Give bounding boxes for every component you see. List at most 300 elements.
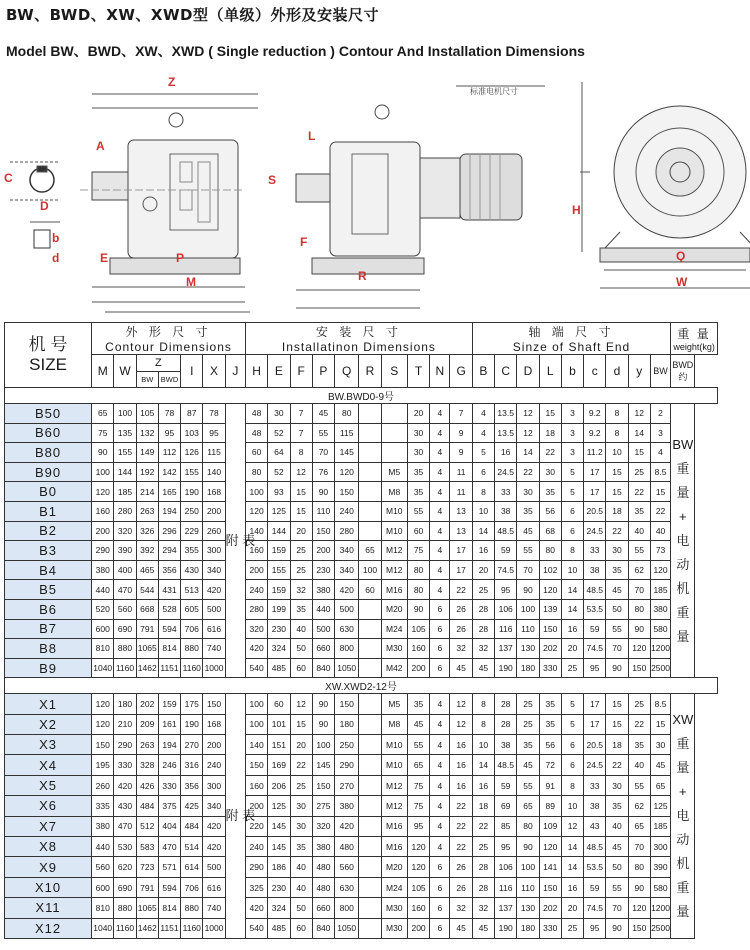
size-cell: B80 <box>5 443 92 463</box>
table-cell: 6 <box>430 658 450 678</box>
table-cell: 120 <box>407 857 429 877</box>
table-cell: 120 <box>628 898 650 918</box>
table-cell: 544 <box>136 580 158 600</box>
size-cell: X1 <box>5 694 92 714</box>
table-cell: 810 <box>92 639 114 659</box>
table-cell: 513 <box>181 580 203 600</box>
table-cell: 605 <box>181 599 203 619</box>
table-cell: 1160 <box>181 658 203 678</box>
table-cell: 35 <box>407 462 429 482</box>
table-cell: 24.5 <box>584 755 606 775</box>
table-cell: 14 <box>561 857 583 877</box>
table-cell: 65 <box>359 541 381 561</box>
table-cell: M20 <box>381 599 407 619</box>
table-cell: 190 <box>181 714 203 734</box>
table-cell <box>381 423 407 443</box>
table-cell: 56 <box>539 501 561 521</box>
shaft-header-en: Sinze of Shaft End <box>512 340 631 354</box>
col-h: H <box>246 355 268 388</box>
table-cell: 35 <box>606 560 628 580</box>
table-cell: 169 <box>268 755 290 775</box>
col-l: L <box>539 355 561 388</box>
table-cell: 45 <box>312 404 334 424</box>
size-cell: B6 <box>5 599 92 619</box>
table-cell: 120 <box>92 694 114 714</box>
table-cell: 74.5 <box>584 898 606 918</box>
table-cell: 240 <box>203 755 225 775</box>
table-row <box>5 837 718 857</box>
table-cell: 430 <box>114 796 136 816</box>
table-cell: 15 <box>650 482 670 502</box>
table-cell: 420 <box>114 775 136 795</box>
table-cell: 190 <box>181 482 203 502</box>
table-cell: 470 <box>158 837 180 857</box>
table-cell: 4 <box>650 443 670 463</box>
table-cell: 8 <box>472 714 494 734</box>
table-cell: 150 <box>312 521 334 541</box>
table-cell: 16 <box>450 735 472 755</box>
size-cell: X7 <box>5 816 92 836</box>
table-row <box>5 898 718 918</box>
col-j: J <box>225 355 245 388</box>
table-cell: 35 <box>628 501 650 521</box>
table-cell: 4 <box>430 462 450 482</box>
table-cell: 45 <box>606 837 628 857</box>
table-cell: 263 <box>136 501 158 521</box>
table-cell: 616 <box>203 619 225 639</box>
table-cell: 45 <box>650 755 670 775</box>
table-cell: M10 <box>381 521 407 541</box>
table-cell: 80 <box>407 560 429 580</box>
table-cell: 4 <box>430 560 450 580</box>
table-cell: 791 <box>136 877 158 897</box>
table-cell: 90 <box>92 443 114 463</box>
table-cell: 560 <box>92 857 114 877</box>
size-cell: X5 <box>5 775 92 795</box>
table-cell: 150 <box>312 775 334 795</box>
table-cell: 12 <box>450 714 472 734</box>
table-cell: 25 <box>561 918 583 938</box>
table-cell: 440 <box>92 837 114 857</box>
weight-note-char: 机 <box>676 580 690 596</box>
table-cell: 16 <box>561 619 583 639</box>
table-cell: 1160 <box>114 918 136 938</box>
size-header <box>5 323 92 388</box>
table-cell: 160 <box>407 898 429 918</box>
install-header <box>246 323 473 355</box>
table-cell: M16 <box>381 837 407 857</box>
table-cell: 145 <box>312 755 334 775</box>
table-cell: 814 <box>158 898 180 918</box>
table-cell: 45 <box>450 918 472 938</box>
table-cell: 17 <box>450 560 472 580</box>
table-cell: 20 <box>290 521 312 541</box>
table-cell: M16 <box>381 816 407 836</box>
col-z-bwd: BWD <box>158 371 180 388</box>
col-n: N <box>430 355 450 388</box>
table-cell: 426 <box>136 775 158 795</box>
table-cell <box>359 898 381 918</box>
table-cell: 246 <box>158 755 180 775</box>
table-cell <box>359 501 381 521</box>
table-cell: 90 <box>517 837 539 857</box>
table-cell: 330 <box>539 918 561 938</box>
table-cell: 52 <box>268 423 290 443</box>
table-cell: 1160 <box>114 658 136 678</box>
table-cell: 6 <box>561 501 583 521</box>
table-cell: 105 <box>407 877 429 897</box>
table-cell: 145 <box>268 816 290 836</box>
table-cell: 330 <box>114 755 136 775</box>
table-cell: 55 <box>517 541 539 561</box>
table-cell: 18 <box>606 501 628 521</box>
table-cell: 35 <box>517 735 539 755</box>
table-cell: 380 <box>650 599 670 619</box>
table-cell: 125 <box>268 796 290 816</box>
table-cell: 290 <box>335 755 359 775</box>
label-l: L <box>308 129 316 143</box>
table-cell: 356 <box>181 775 203 795</box>
table-cell: 440 <box>92 580 114 600</box>
table-cell: 12 <box>561 816 583 836</box>
table-cell: 11 <box>450 462 472 482</box>
col-m: M <box>92 355 114 388</box>
table-cell: 160 <box>92 501 114 521</box>
table-cell: 214 <box>136 482 158 502</box>
table-cell: 4 <box>430 714 450 734</box>
table-cell: 76 <box>312 462 334 482</box>
table-cell: 425 <box>181 796 203 816</box>
table-cell: 16 <box>495 443 517 463</box>
table-cell: 20.5 <box>584 735 606 755</box>
table-cell: 200 <box>92 521 114 541</box>
table-cell: 130 <box>517 898 539 918</box>
table-cell: 116 <box>495 877 517 897</box>
table-cell: 100 <box>246 714 268 734</box>
label-m: M <box>186 275 196 289</box>
table-cell: 810 <box>92 898 114 918</box>
table-cell: 4 <box>430 796 450 816</box>
table-cell: 723 <box>136 857 158 877</box>
table-cell: 22 <box>450 580 472 600</box>
table-cell: 24.5 <box>584 521 606 541</box>
size-cell: X11 <box>5 898 92 918</box>
table-cell: 660 <box>312 898 334 918</box>
table-cell: 185 <box>114 482 136 502</box>
table-cell: 380 <box>335 796 359 816</box>
table-cell: 20 <box>561 898 583 918</box>
table-cell: 4 <box>430 443 450 463</box>
table-cell: 180 <box>517 658 539 678</box>
table-cell: 120 <box>246 501 268 521</box>
table-cell: M12 <box>381 796 407 816</box>
table-cell: 560 <box>114 599 136 619</box>
table-cell: 142 <box>158 462 180 482</box>
table-cell: 192 <box>136 462 158 482</box>
table-cell: 144 <box>114 462 136 482</box>
table-cell: 17 <box>450 541 472 561</box>
col-y: y <box>628 355 650 388</box>
table-row <box>5 694 718 714</box>
table-cell: 240 <box>335 501 359 521</box>
table-cell: 480 <box>335 837 359 857</box>
table-cell: 28 <box>472 857 494 877</box>
table-cell: 660 <box>312 639 334 659</box>
table-cell: 141 <box>539 857 561 877</box>
table-cell: 55 <box>407 735 429 755</box>
table-cell: 45 <box>472 658 494 678</box>
table-cell: 202 <box>539 639 561 659</box>
size-cell: B60 <box>5 423 92 443</box>
table-cell: 144 <box>268 521 290 541</box>
table-cell: 180 <box>335 714 359 734</box>
table-cell: M42 <box>381 658 407 678</box>
table-cell: 250 <box>181 501 203 521</box>
table-cell: 25 <box>628 462 650 482</box>
table-cell: 15 <box>290 482 312 502</box>
col-z-bw: BW <box>136 371 158 388</box>
table-cell: 155 <box>268 560 290 580</box>
label-b: b <box>52 231 60 245</box>
table-cell: 10 <box>561 796 583 816</box>
table-cell: 1065 <box>136 898 158 918</box>
size-cell: B3 <box>5 541 92 561</box>
table-cell: 48.5 <box>584 837 606 857</box>
install-header-en: Installatinon Dimensions <box>281 340 436 354</box>
table-cell: 74.5 <box>495 560 517 580</box>
weight-note-char: 量 <box>676 484 690 500</box>
table-cell: 6 <box>430 639 450 659</box>
table-cell: 60 <box>246 443 268 463</box>
table-cell: 130 <box>517 639 539 659</box>
col-f: F <box>290 355 312 388</box>
table-cell: 500 <box>312 619 334 639</box>
table-row <box>5 443 718 463</box>
table-cell: 4 <box>430 735 450 755</box>
size-cell: B2 <box>5 521 92 541</box>
table-cell: 3 <box>561 423 583 443</box>
label-w: W <box>676 275 688 289</box>
table-cell: 25 <box>628 694 650 714</box>
table-cell: 1000 <box>203 918 225 938</box>
label-c: C <box>4 171 13 185</box>
table-cell: 17 <box>584 694 606 714</box>
table-cell: 540 <box>246 658 268 678</box>
table-cell: 4 <box>472 423 494 443</box>
table-cell: 160 <box>246 541 268 561</box>
table-cell: 14 <box>561 837 583 857</box>
table-cell: 190 <box>495 918 517 938</box>
table-cell: 56 <box>539 735 561 755</box>
table-row <box>5 816 718 836</box>
table-cell: 328 <box>136 755 158 775</box>
table-cell: 165 <box>158 482 180 502</box>
table-cell: 485 <box>268 918 290 938</box>
table-row <box>5 714 718 734</box>
table-cell: 95 <box>584 658 606 678</box>
table-cell: 290 <box>92 541 114 561</box>
table-cell: 38 <box>495 735 517 755</box>
table-cell: 30 <box>517 482 539 502</box>
table-cell: 230 <box>268 619 290 639</box>
table-cell: 296 <box>158 521 180 541</box>
table-cell: 22 <box>650 501 670 521</box>
table-cell: 185 <box>650 816 670 836</box>
table-cell: 1065 <box>136 639 158 659</box>
table-cell: 880 <box>181 639 203 659</box>
table-cell: 26 <box>450 877 472 897</box>
size-cell: B4 <box>5 560 92 580</box>
table-cell: 59 <box>495 541 517 561</box>
table-cell: 12 <box>450 694 472 714</box>
size-cell: X8 <box>5 837 92 857</box>
col-weight-bwd <box>671 355 695 388</box>
table-cell <box>359 521 381 541</box>
label-a: A <box>96 139 105 153</box>
table-cell: 38 <box>495 501 517 521</box>
table-cell: 112 <box>158 443 180 463</box>
table-cell: 355 <box>181 541 203 561</box>
table-cell: 70 <box>517 560 539 580</box>
table-cell: 16 <box>450 775 472 795</box>
table-cell: 230 <box>312 560 334 580</box>
table-cell: 150 <box>246 755 268 775</box>
table-cell: 616 <box>203 877 225 897</box>
table-cell: 6 <box>430 619 450 639</box>
table-cell: 45 <box>517 521 539 541</box>
table-cell: 260 <box>203 521 225 541</box>
table-cell: 300 <box>203 541 225 561</box>
table-cell <box>359 735 381 755</box>
table-row <box>5 877 718 897</box>
table-cell: 420 <box>335 816 359 836</box>
table-cell: 40 <box>628 755 650 775</box>
table-cell: 10 <box>606 443 628 463</box>
table-cell: 4 <box>430 837 450 857</box>
table-cell: 200 <box>203 501 225 521</box>
table-cell: 100 <box>517 599 539 619</box>
table-cell: 340 <box>335 541 359 561</box>
table-cell: 32 <box>450 898 472 918</box>
table-cell: 120 <box>628 639 650 659</box>
table-cell: 4 <box>430 501 450 521</box>
table-cell: 30 <box>539 462 561 482</box>
table-cell: 13 <box>450 501 472 521</box>
col-t: T <box>407 355 429 388</box>
table-cell: 528 <box>158 599 180 619</box>
table-cell: M20 <box>381 857 407 877</box>
table-cell: 70 <box>628 837 650 857</box>
table-cell <box>359 639 381 659</box>
table-cell: 40 <box>606 816 628 836</box>
table-cell: 390 <box>650 857 670 877</box>
table-cell: 15 <box>539 404 561 424</box>
table-cell: 126 <box>181 443 203 463</box>
table-cell: 500 <box>335 599 359 619</box>
table-cell: 12 <box>517 404 539 424</box>
table-cell: 73 <box>650 541 670 561</box>
table-cell: 270 <box>335 775 359 795</box>
table-cell: 15 <box>606 694 628 714</box>
table-cell: 230 <box>268 877 290 897</box>
table-cell: 30 <box>650 735 670 755</box>
table-cell: 59 <box>584 877 606 897</box>
table-cell <box>359 857 381 877</box>
table-cell: 5 <box>561 462 583 482</box>
table-cell: 38 <box>584 796 606 816</box>
weight-header-en: weight(kg) <box>673 342 715 352</box>
table-cell: 145 <box>268 837 290 857</box>
table-cell <box>359 837 381 857</box>
table-cell: 530 <box>114 837 136 857</box>
table-cell: 90 <box>517 580 539 600</box>
table-cell: 125 <box>650 796 670 816</box>
table-cell: 275 <box>312 796 334 816</box>
table-cell: 250 <box>335 735 359 755</box>
table-cell: 35 <box>539 694 561 714</box>
table-cell: 614 <box>181 857 203 877</box>
table-cell: 109 <box>539 816 561 836</box>
table-cell: 690 <box>114 877 136 897</box>
table-cell: 50 <box>290 639 312 659</box>
group-label-group2: XW.XWD2-12号 <box>5 678 718 694</box>
title-chinese: BW、BWD、XW、XWD型（单级）外形及安装尺寸 <box>6 6 379 24</box>
table-cell: 75 <box>407 796 429 816</box>
table-cell: 110 <box>517 877 539 897</box>
table-cell: 151 <box>268 735 290 755</box>
table-cell: 560 <box>335 857 359 877</box>
table-cell: 270 <box>181 735 203 755</box>
col-weight-bw: BW <box>650 355 670 388</box>
table-cell: 814 <box>158 639 180 659</box>
table-cell <box>359 877 381 897</box>
table-cell: 70 <box>312 443 334 463</box>
group-label-group1: BW.BWD0-9号 <box>5 388 718 404</box>
table-cell: 512 <box>136 816 158 836</box>
table-cell: 30 <box>407 423 429 443</box>
table-cell: 116 <box>495 619 517 639</box>
table-cell: 30 <box>268 404 290 424</box>
table-cell: 420 <box>203 580 225 600</box>
table-cell: 32 <box>472 639 494 659</box>
table-cell: 60 <box>268 694 290 714</box>
table-cell: 45 <box>472 918 494 938</box>
table-cell <box>359 423 381 443</box>
table-cell: 15 <box>606 714 628 734</box>
table-cell: M8 <box>381 482 407 502</box>
table-cell: 12 <box>628 404 650 424</box>
gearbox-end-view-drawing <box>580 82 750 288</box>
table-cell: 320 <box>246 619 268 639</box>
table-cell: 316 <box>181 755 203 775</box>
col-weight-bwd-sub: 约 <box>678 371 688 382</box>
table-row <box>5 482 718 502</box>
table-cell: 1040 <box>92 918 114 938</box>
label-q: Q <box>676 249 686 263</box>
table-cell: 72 <box>539 755 561 775</box>
table-cell: 14 <box>472 521 494 541</box>
col-b-lower: b <box>561 355 583 388</box>
table-row <box>5 462 718 482</box>
contour-header-en: Contour Dimensions <box>105 340 232 354</box>
col-d-lower: d <box>606 355 628 388</box>
table-cell: 25 <box>472 580 494 600</box>
table-cell: 30 <box>290 816 312 836</box>
weight-header <box>671 323 718 355</box>
table-cell: 168 <box>203 482 225 502</box>
table-row <box>5 521 718 541</box>
table-cell: 12 <box>290 462 312 482</box>
